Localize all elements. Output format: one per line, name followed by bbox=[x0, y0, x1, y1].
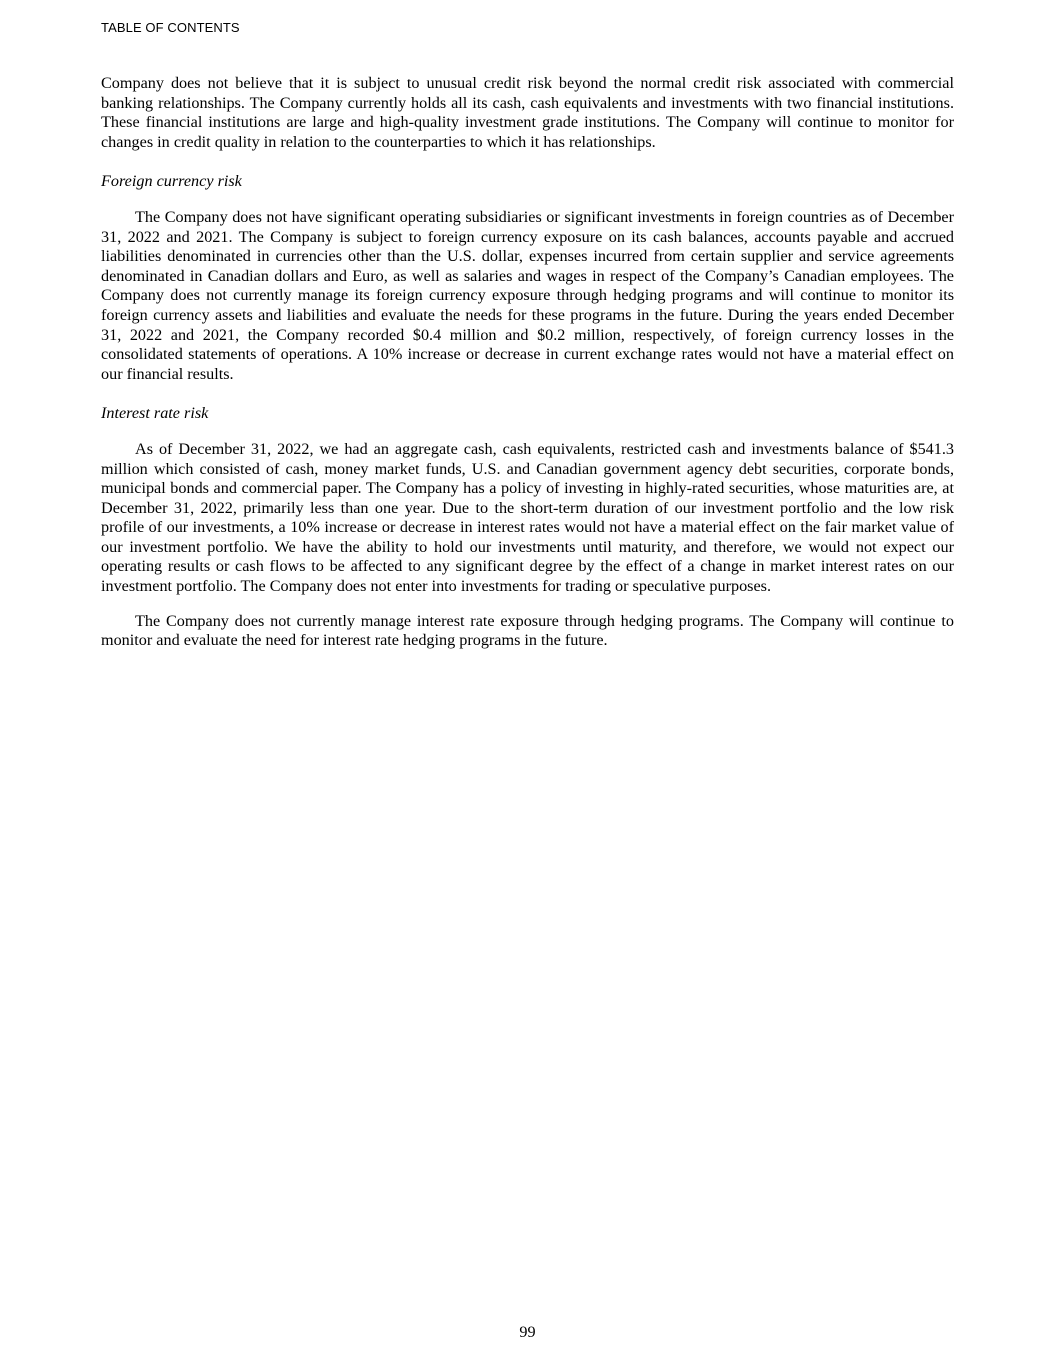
interest-rate-risk-paragraph-1: As of December 31, 2022, we had an aggregate cash, cash equivalents, restricted cash and investments balance of $541.3 million which consisted of cash, money market funds, U.S. and Canadian government agency debt securities, corporate bonds, municipal bonds and commercial paper. The Company has a policy of investing in highly-rated securities, whose maturities are, at December 31, 2022, primarily less than one year. Due to the short-term duration of our investment portfolio and the low risk profile of our investments, a 10% increase or decrease in interest rates would not have a material effect on the fair market value of our investment portfolio. We have the ability to hold our investments until maturity, and therefore, we would not expect our operating results or cash flows to be affected to any significant degree by the effect of a change in market interest rates on our investment portfolio. The Company does not enter into investments for trading or speculative purposes. bbox=[101, 439, 954, 596]
foreign-currency-risk-heading: Foreign currency risk bbox=[101, 172, 242, 191]
credit-risk-continuation-paragraph: Company does not believe that it is subject to unusual credit risk beyond the normal credit risk associated with commercial banking relationships. The Company currently holds all its cash, cash equivalents and investments with two financial institutions. These financial institutions are large and high-quality investment grade institutions. The Company will continue to monitor for changes in credit quality in relation to the counterparties to which it has relationships. bbox=[101, 74, 954, 151]
table-of-contents-link[interactable]: TABLE OF CONTENTS bbox=[101, 20, 240, 35]
foreign-currency-risk-paragraph: The Company does not have significant operating subsidiaries or significant investments in foreign countries as of December 31, 2022 and 2021. The Company is subject to foreign currency exposure on its cash balances, accounts payable and accrued liabilities denominated in currencies other than the U.S. dollar, expenses incurred from certain supplier and service agreements denominated in Canadian dollars and Euro, as well as salaries and wages in respect of the Company’s Canadian employees. The Company does not currently manage its foreign currency exposure through hedging programs and will continue to monitor its foreign currency assets and liabilities and evaluate the needs for these programs in the future. During the years ended December 31, 2022 and 2021, the Company recorded $0.4 million and $0.2 million, respectively, of foreign currency losses in the consolidated statements of operations. A 10% increase or decrease in current exchange rates would not have a material effect on our financial results. bbox=[101, 207, 954, 383]
interest-rate-risk-heading: Interest rate risk bbox=[101, 404, 209, 423]
page-number: 99 bbox=[519, 1323, 536, 1341]
document-body bbox=[101, 74, 954, 651]
interest-rate-risk-paragraph-2: The Company does not currently manage interest rate exposure through hedging programs. The Company will continue to monitor and evaluate the need for interest rate hedging programs in the future. bbox=[101, 611, 954, 650]
